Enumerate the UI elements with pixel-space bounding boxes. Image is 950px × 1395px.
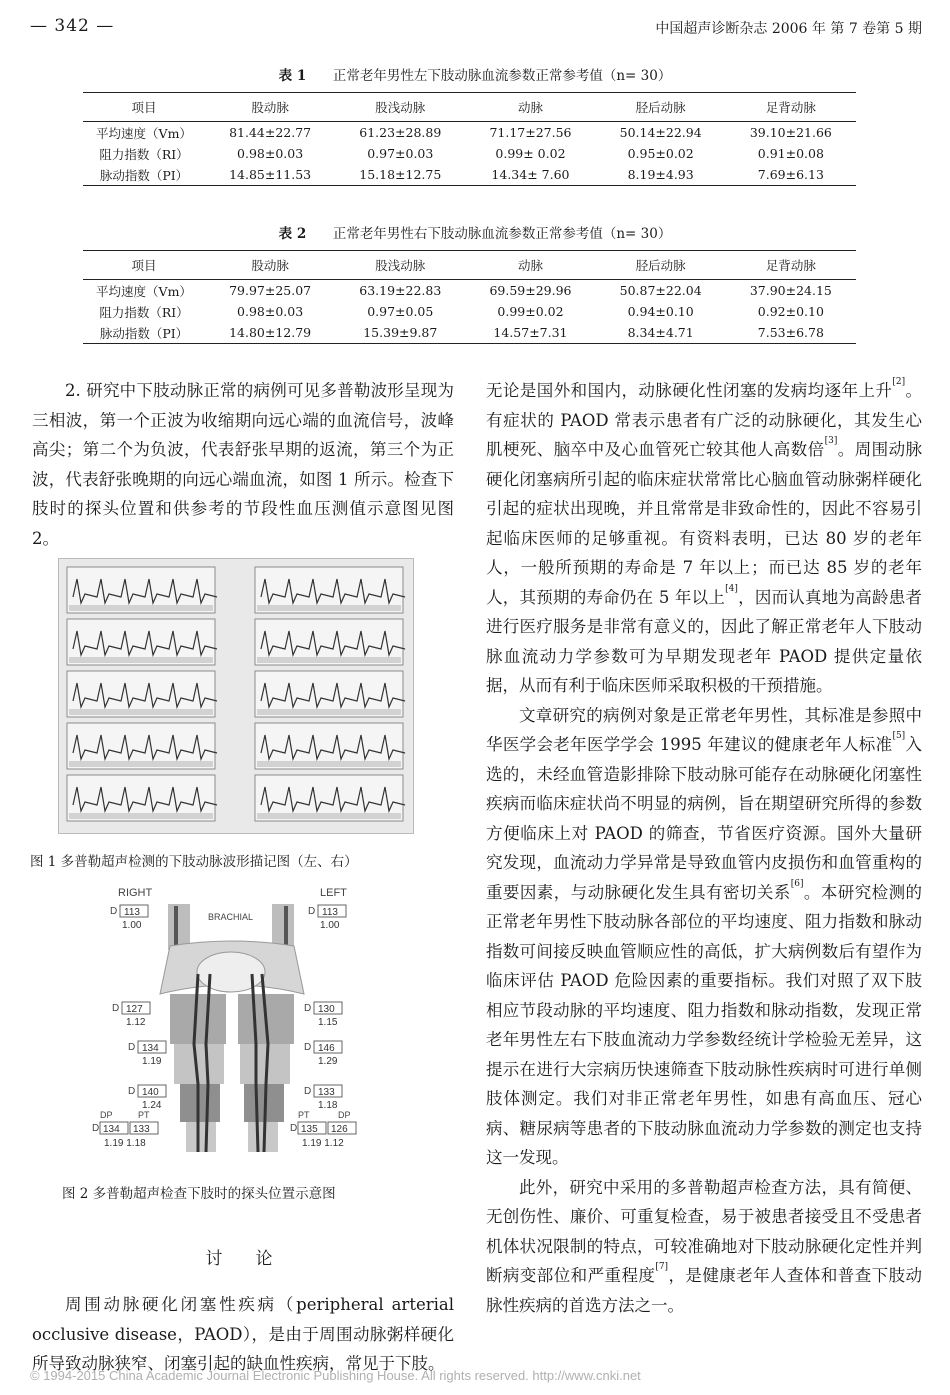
table-cell: 50.87±22.04 xyxy=(619,283,702,298)
table2-title: 正常老年男性右下肢动脉血流参数正常参考值（n= 30） xyxy=(332,226,672,242)
table2-caption xyxy=(0,222,950,242)
right-thigh-high-index: 1.12 xyxy=(126,1017,146,1028)
d-label: D xyxy=(290,1123,298,1134)
right-label: RIGHT xyxy=(118,887,153,899)
left-brachial-value: 113 xyxy=(322,907,338,918)
table-cell: 15.18±12.75 xyxy=(335,164,465,186)
pt-label: PT xyxy=(298,1110,310,1120)
waveform-tracing-image xyxy=(59,559,413,833)
citation: [4] xyxy=(725,583,738,594)
d-label: D xyxy=(308,906,316,917)
discussion-paragraph-1: 周围动脉硬化闭塞性疾病（peripheral arterial occlusive disease，PAOD），是由于周围动脉粥样硬化所导致动脉狭窄、闭塞引起的缺血性疾病，常见于下肢。 xyxy=(32,1295,454,1373)
table-cell: 阻力指数（RI） xyxy=(99,304,189,320)
table-cell: 脉动指数（PI） xyxy=(83,164,205,186)
left-ankle-index: 1.19 1.12 xyxy=(302,1138,344,1149)
text-run: 此外，研究中采用的多普勒超声检查方法，具有简便、无创伤性、廉价、可重复检查，易于被患者接受且不受患者机体状况限制的特点，可较准确地对下肢动脉硬化定性并判断病变部位和严重程度 xyxy=(486,1177,922,1285)
left-pt-value: 126 xyxy=(331,1124,348,1135)
waveform-readout-bar xyxy=(69,605,213,611)
table-row xyxy=(83,122,856,144)
pt-label: PT xyxy=(138,1110,150,1120)
left-dp-value: 135 xyxy=(301,1124,318,1135)
right-calf xyxy=(180,1084,220,1122)
table-cell: 39.10±21.66 xyxy=(749,125,832,140)
table-cell: 14.34± 7.60 xyxy=(465,164,595,186)
citation: [7] xyxy=(655,1262,669,1272)
table-cell: 平均速度（Vm） xyxy=(96,125,192,141)
table-cell: 0.97±0.05 xyxy=(367,304,434,319)
table2 xyxy=(83,250,856,344)
waveform-readout-bar xyxy=(257,761,401,767)
text-run: ，因而认真地为高龄患者进行医疗服务是非常有意义的，因此了解正常老年人下肢动脉血流动力学参数可为早期发现老年 PAOD 提供定量依据，从而有利于临床医师采取积极的干预措施。 xyxy=(486,587,922,695)
text-run: 。有症状的 PAOD 常表示患者有广泛的动脉硬化，其发生心肌梗死、脑卒中及心血管死亡较其他人高数倍 xyxy=(486,381,923,459)
left-calf-value: 133 xyxy=(318,1087,335,1098)
table-cell: 0.99±0.02 xyxy=(497,304,564,319)
table1 xyxy=(83,92,856,186)
table1-caption xyxy=(0,64,950,84)
table1-title: 正常老年男性左下肢动脉血流参数正常参考值（n= 30） xyxy=(332,68,672,84)
d-label: D xyxy=(304,1003,312,1014)
left-calf-index: 1.18 xyxy=(318,1100,338,1111)
table-cell: 脉动指数（PI） xyxy=(83,322,205,344)
table2-col-header: 足背动脉 xyxy=(726,251,856,280)
table1-header-row xyxy=(83,93,856,122)
text-run: 入选的，未经血管造影排除下肢动脉可能存在动脉硬化闭塞性疾病而临床症状尚不明显的病例，旨在期望研究所得的参数方便临床上对 PAOD 的筛查，节省医疗资源。国外大量研究发现，血流动力学异常是导致血管内皮损伤和血管重构的重要因素，与动脉硬化发生具有密切关系 xyxy=(486,735,923,902)
right-dp-value: 134 xyxy=(103,1124,120,1135)
table1-col-header: 足背动脉 xyxy=(726,93,856,122)
table-cell: 63.19±22.83 xyxy=(359,283,442,298)
citation: [6] xyxy=(790,878,804,889)
d-label: D xyxy=(92,1123,100,1134)
table-cell: 37.90±24.15 xyxy=(749,283,832,298)
table-cell: 0.92±0.10 xyxy=(757,304,824,319)
citation: [2] xyxy=(892,377,906,387)
table1-col-header: 胫后动脉 xyxy=(596,93,726,122)
table1-col-header: 股动脉 xyxy=(205,93,335,122)
table-cell: 0.97±0.03 xyxy=(367,146,434,161)
table-row xyxy=(83,301,856,322)
right-thigh-high-value: 127 xyxy=(126,1004,143,1015)
table1-label: 表 1 xyxy=(278,68,307,84)
table2-header-row xyxy=(83,251,856,280)
waveform-readout-bar xyxy=(257,813,401,819)
d-label: D xyxy=(110,906,118,917)
waveform-readout-bar xyxy=(69,761,213,767)
waveform-readout-bar xyxy=(69,709,213,715)
right-paragraph-1 xyxy=(486,376,922,701)
table-cell: 0.94±0.10 xyxy=(627,304,694,319)
table-cell: 平均速度（Vm） xyxy=(96,283,192,299)
table-cell: 7.53±6.78 xyxy=(726,322,856,344)
table-cell: 69.59±29.96 xyxy=(489,283,572,298)
right-thigh-low-index: 1.19 xyxy=(142,1056,162,1067)
table-cell: 79.97±25.07 xyxy=(229,283,312,298)
section-title-discussion: 讨 论 xyxy=(205,1249,281,1269)
table-row xyxy=(83,280,856,302)
table-cell: 14.57±7.31 xyxy=(465,322,595,344)
table-row xyxy=(83,143,856,164)
d-label: D xyxy=(128,1086,136,1097)
waveform-readout-bar xyxy=(69,657,213,663)
text-run: 。本研究检测的正常老年男性下肢动脉各部位的平均速度、阻力指数和脉动指数可间接反映血管顺应性的高低，扩大病例数后有望作为临床评估 PAOD 危险因素的重要指标。我们对照了双下肢相应节段动脉的平均速度、阻力指数和脉动指数，发现正常老年男性左右下肢血流动力学参数经统计学检验无差异，这提示在进行大宗病历快速筛查下肢动脉性疾病时可进行单侧肢体测定。我们对非正常老年男性，如患有高血压、冠心病、糖尿病等患者的下肢动脉血流动力学参数的测定也支持这一发现。 xyxy=(486,882,923,1167)
waveform-readout-bar xyxy=(257,657,401,663)
left-thigh-low-value: 146 xyxy=(318,1043,335,1054)
table-cell: 7.69±6.13 xyxy=(726,164,856,186)
page-number: — 342 — xyxy=(30,16,115,36)
left-thigh-high-index: 1.15 xyxy=(318,1017,338,1028)
figure1-caption: 图 1 多普勒超声检测的下肢动脉波形描记图（左、右） xyxy=(30,854,358,870)
right-thigh-upper xyxy=(170,994,226,1044)
right-column xyxy=(486,376,922,1320)
table2-col-header: 胫后动脉 xyxy=(596,251,726,280)
table-cell: 14.85±11.53 xyxy=(205,164,335,186)
right-arm-shape xyxy=(168,904,190,950)
table-cell: 15.39±9.87 xyxy=(335,322,465,344)
left-column-intro xyxy=(32,376,454,553)
right-pt-value: 133 xyxy=(133,1124,150,1135)
table2-label: 表 2 xyxy=(278,226,307,242)
results-paragraph-2: 2. 研究中下肢动脉正常的病例可见多普勒波形呈现为三相波，第一个正波为收缩期向远心端的血流信号，波峰高尖；第二个为负波，代表舒张早期的返流，第三个为正波，代表舒张晚期的向远心端血流，如图 1 所示。检查下肢时的探头位置和供参考的节段性血压测值示意图见图 2。 xyxy=(32,381,454,548)
left-column-discussion xyxy=(32,1290,454,1379)
table-cell: 0.99± 0.02 xyxy=(495,146,566,161)
right-paragraph-3 xyxy=(486,1173,922,1321)
table-row xyxy=(83,164,856,186)
table1-col-header: 股浅动脉 xyxy=(335,93,465,122)
leg-probe-diagram xyxy=(90,884,380,1176)
waveform-readout-bar xyxy=(257,709,401,715)
text-run: 文章研究的病例对象是正常老年男性，其标准是参照中华医学会老年医学学会 1995 年建议的健康老年人标准 xyxy=(486,705,922,754)
brachial-label: BRACHIAL xyxy=(208,912,254,922)
table-cell: 61.23±28.89 xyxy=(359,125,442,140)
right-ankle-index: 1.19 1.18 xyxy=(104,1138,146,1149)
text-run: 。周围动脉硬化闭塞病所引起的临床症状常常比心脑血管动脉粥样硬化引起的症状出现晚，并且常常是非致命性的，因此不容易引起临床医师的足够重视。有资料表明，已达 80 岁的老年人，一般所预期的寿命是 7 年以上；而已达 85 岁的老年人，其预期的寿命仍在 5 年以上 xyxy=(486,440,923,607)
text-run: ，是健康老年人查体和普查下肢动脉性疾病的首选方法之一。 xyxy=(486,1266,923,1315)
text-run: 无论是国外和国内，动脉硬化性闭塞的发病均逐年上升 xyxy=(486,381,893,400)
d-label: D xyxy=(112,1003,120,1014)
table-cell: 8.19±4.93 xyxy=(596,164,726,186)
d-label: D xyxy=(128,1042,136,1053)
table2-col-header: 股动脉 xyxy=(205,251,335,280)
right-brachial-value: 113 xyxy=(124,907,140,918)
right-brachial-index: 1.00 xyxy=(122,920,142,931)
right-thigh-low-value: 134 xyxy=(142,1043,159,1054)
table-cell: 71.17±27.56 xyxy=(489,125,572,140)
table-cell: 0.98±0.03 xyxy=(237,146,304,161)
figure1-waveforms xyxy=(58,558,414,834)
left-label: LEFT xyxy=(320,887,347,899)
citation: [5] xyxy=(892,731,906,741)
table2-col-header: 股浅动脉 xyxy=(335,251,465,280)
table-cell: 50.14±22.94 xyxy=(619,125,702,140)
table-row xyxy=(83,322,856,344)
d-label: D xyxy=(304,1042,312,1053)
left-thigh-low-index: 1.29 xyxy=(318,1056,338,1067)
table1-col-header: 项目 xyxy=(83,93,205,122)
waveform-readout-bar xyxy=(69,813,213,819)
figure2-caption: 图 2 多普勒超声检查下肢时的探头位置示意图 xyxy=(62,1186,336,1202)
journal-header: 中国超声诊断杂志 2006 年 第 7 卷第 5 期 xyxy=(655,21,922,37)
dp-label: DP xyxy=(100,1110,113,1120)
left-thigh-high-value: 130 xyxy=(318,1004,335,1015)
figure2-probe-diagram xyxy=(90,884,380,1176)
table1-col-header: 动脉 xyxy=(465,93,595,122)
right-thigh-lower xyxy=(174,1044,224,1084)
table-cell: 0.95±0.02 xyxy=(627,146,694,161)
dp-label: DP xyxy=(338,1110,351,1120)
table-cell: 8.34±4.71 xyxy=(596,322,726,344)
d-label: D xyxy=(304,1086,312,1097)
left-brachial-index: 1.00 xyxy=(320,920,340,931)
table2-col-header: 动脉 xyxy=(465,251,595,280)
table2-col-header: 项目 xyxy=(83,251,205,280)
copyright-watermark: © 1994-2015 China Academic Journal Electronic Publishing House. All rights reserved. http://www.cnki.net xyxy=(30,1368,641,1383)
waveform-readout-bar xyxy=(257,605,401,611)
right-ankle xyxy=(186,1122,216,1152)
right-paragraph-2 xyxy=(486,701,922,1173)
right-calf-index: 1.24 xyxy=(142,1100,162,1111)
table-cell: 0.91±0.08 xyxy=(757,146,824,161)
table-cell: 81.44±22.77 xyxy=(229,125,312,140)
table-cell: 14.80±12.79 xyxy=(205,322,335,344)
table-cell: 0.98±0.03 xyxy=(237,304,304,319)
citation: [3] xyxy=(824,436,838,446)
table-cell: 阻力指数（RI） xyxy=(99,146,189,162)
right-calf-value: 140 xyxy=(142,1087,159,1098)
